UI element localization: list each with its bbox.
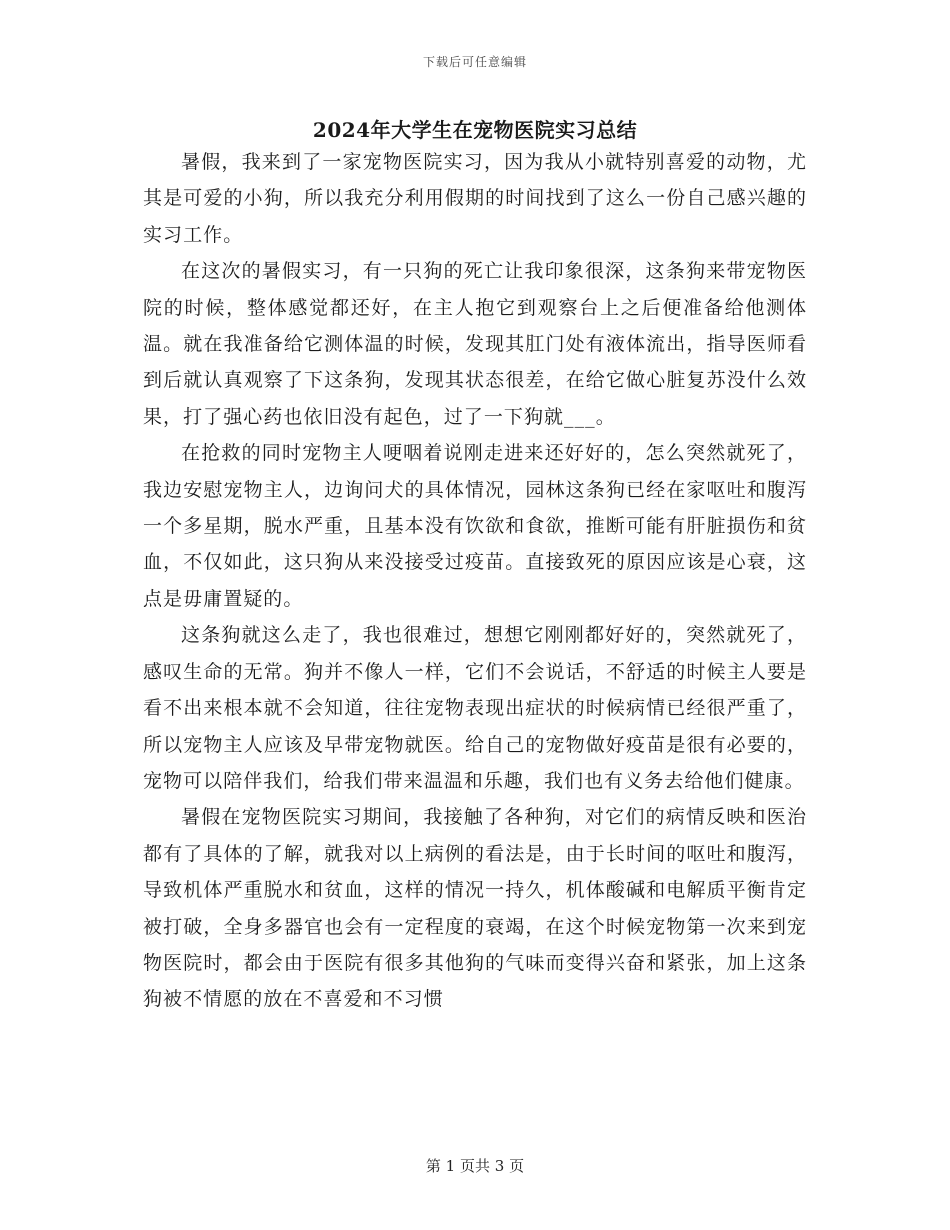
header-note: 下载后可任意编辑	[422, 55, 527, 69]
paragraph-1: 暑假，我来到了一家宠物医院实习，因为我从小就特别喜爱的动物，尤其是可爱的小狗，所以我充分利用假期的时间找到了这么一份自己感兴趣的实习工作。	[143, 151, 807, 246]
paragraph-2: 在这次的暑假实习，有一只狗的死亡让我印象很深，这条狗来带宠物医院的时候，整体感觉都还好，在主人抱它到观察台上之后便准备给他测体温。就在我准备给它测体温的时候，发现其肛门处有液体流出，指导医师看到后就认真观察了下这条狗，发现其状态很差，在给它做心脏复苏没什么效果，打了强心药也依旧没有起色，过了一下狗就___。	[143, 260, 807, 428]
paragraph-5: 暑假在宠物医院实习期间，我接触了各种狗，对它们的病情反映和医治都有了具体的了解，就我对以上病例的看法是，由于长时间的呕吐和腹泻，导致机体严重脱水和贫血，这样的情况一持久，机体酸碱和电解质平衡肯定被打破，全身多器官也会有一定程度的衰竭，在这个时候宠物第一次来到宠物医院时，都会由于医院有很多其他狗的气味而变得兴奋和紧张，加上这条狗被不情愿的放在不喜爱和不习惯	[143, 806, 807, 1011]
document-body	[143, 144, 807, 1018]
page-title: 2024年大学生在宠物医院实习总结	[312, 118, 638, 142]
page-number: 第 1 页共 3 页	[425, 1157, 525, 1175]
paragraph-4: 这条狗就这么走了，我也很难过，想想它刚刚都好好的，突然就死了，感叹生命的无常。狗并不像人一样，它们不会说话，不舒适的时候主人要是看不出来根本就不会知道，往往宠物表现出症状的时候病情已经很严重了，所以宠物主人应该及早带宠物就医。给自己的宠物做好疫苗是很有必要的，宠物可以陪伴我们，给我们带来温温和乐趣，我们也有义务去给他们健康。	[143, 624, 807, 792]
paragraph-3: 在抢救的同时宠物主人哽咽着说刚走进来还好好的，怎么突然就死了，我边安慰宠物主人，边询问犬的具体情况，园林这条狗已经在家呕吐和腹泻一个多星期，脱水严重，且基本没有饮欲和食欲，推断可能有肝脏损伤和贫血，不仅如此，这只狗从来没接受过疫苗。直接致死的原因应该是心衰，这点是毋庸置疑的。	[143, 442, 807, 610]
